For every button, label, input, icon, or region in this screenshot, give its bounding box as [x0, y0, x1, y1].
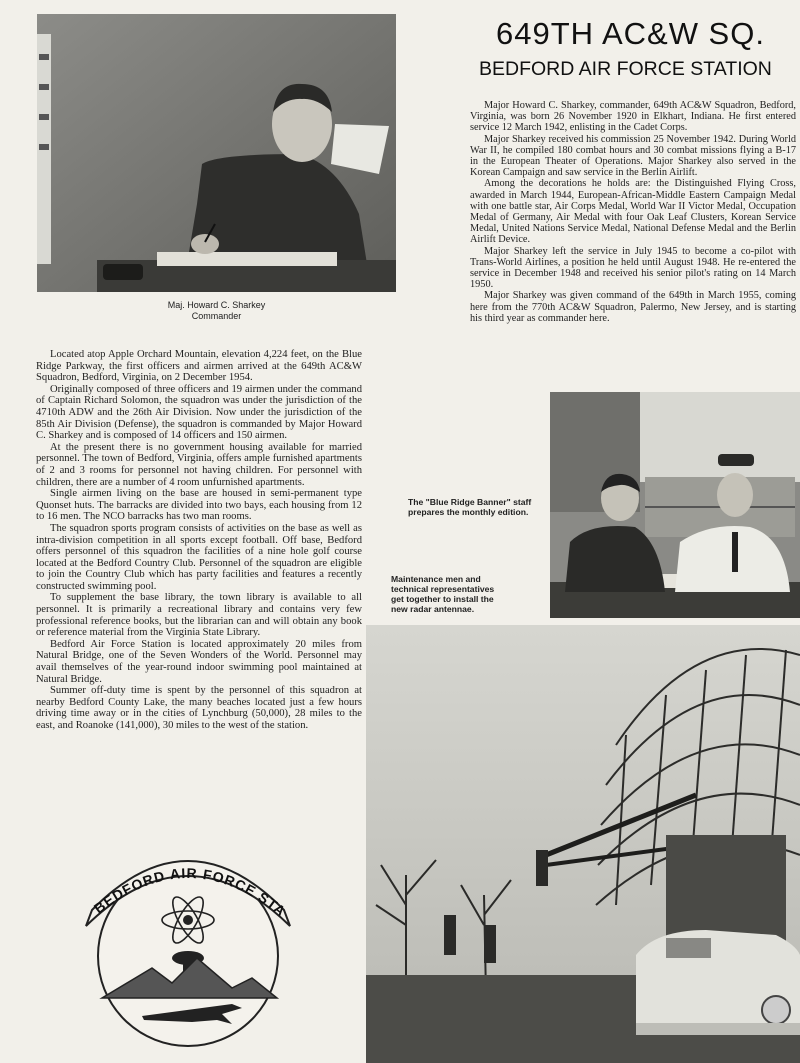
maintenance-caption: Maintenance men and technical representatives get together to install the new radar antennae. [391, 574, 495, 614]
page-title: 649TH AC&W SQ. [496, 16, 765, 51]
article-paragraph: At the present there is no government housing available for married personnel. The town of Bedford, Virginia, offers ample furnished apartments of 2 and 3 rooms for personnel not having children. For personnel with children, there are a number of 4 room unfurnished apartments. [36, 441, 362, 488]
portrait-caption-name: Maj. Howard C. Sharkey [167, 300, 266, 310]
page-subtitle: BEDFORD AIR FORCE STATION [479, 58, 772, 80]
bio-paragraph: Major Sharkey left the service in July 1945 to become a co-pilot with Trans-World Airlines, a position he held until August 1948. He re-entered the service in December 1948 and received his senior pilot's rating on 14 March 1950. [470, 245, 796, 291]
station-emblem [72, 848, 304, 1048]
article-paragraph: Single airmen living on the base are housed in semi-permanent type Quonset huts. The barracks are divided into two bays, each housing from 12 to 16 men. The NCO barracks has two man rooms. [36, 488, 362, 523]
banner-staff-caption: The "Blue Ridge Banner" staff prepares the monthly edition. [408, 497, 532, 517]
bio-paragraph: Major Howard C. Sharkey, commander, 649th AC&W Squadron, Bedford, Virginia, was born 26 November 1920 in Elkhart, Indiana. He first entered service 12 March 1942, enlisting in the Cadet Corps. [470, 100, 796, 134]
article-paragraph: Originally composed of three officers and 19 airmen under the command of Captain Richard Solomon, the squadron was under the jurisdiction of the 4710th ADW and the 26th Air Division. Now under the jurisdiction of the 85th Air Division (Defense), the squadron is commanded by Major Howard C. Sharkey and is composed of 14 officers and 150 airmen. [36, 383, 362, 442]
bio-paragraph: Major Sharkey received his commission 25 November 1942. During World War II, he compiled 180 combat hours and 30 combat missions flying a B-17 in the European Theater of Operations. Major Sharkey also served in the Korean Campaign and saw service in the Berlin Airlift. [470, 133, 796, 179]
station-article [36, 349, 362, 732]
emblem-text: BEDFORD AIR FORCE STA [90, 864, 289, 919]
commander-portrait-photo [37, 14, 396, 292]
bio-paragraph: Among the decorations he holds are: the Distinguished Flying Cross, awarded in March 1944, European-African-Middle Eastern Campaign Medal with one battle star, Air Corps Medal, World War II Victor Medal, Occupation Medal of Germany, Air Medal with four Oak Leaf Clusters, Korean Service Medal, United Nations Service Medal, National Defense Medal and the Berlin Airlift Device. [470, 178, 796, 246]
article-paragraph: Bedford Air Force Station is located approximately 20 miles from Natural Bridge, one of the Seven Wonders of the World. Personnel may avail themselves of the year-round indoor swimming pool maintained at Natural Bridge. [36, 638, 362, 685]
commander-biography [470, 100, 796, 324]
radar-antenna-photo [366, 625, 800, 1063]
article-paragraph: Summer off-duty time is spent by the personnel of this squadron at nearby Bedford County Lake, the many beaches located just a few hours driving time away or in the cities of Lynchburg (50,000), 28 miles to the east, and Roanoke (141,000), 30 miles to the west of the station. [36, 685, 362, 731]
article-paragraph: Located atop Apple Orchard Mountain, elevation 4,224 feet, on the Blue Ridge Parkway, the first officers and airmen arrived at the 649th AC&W Squadron, Bedford, Virginia, on 2 December 1954. [36, 349, 362, 384]
article-paragraph: To supplement the base library, the town library is available to all personnel. It is primarily a recreational library and contains very few professional reference books, but the librarian can and will obtain any book or reference material from the Virginia State Library. [36, 592, 362, 639]
article-paragraph: The squadron sports program consists of activities on the base as well as intra-division competition in all sports except football. Off base, Bedford offers personnel of this squadron the facilities of a nine hole golf course located at the Bedford Country Club. Personnel of the squadron are eligible to join the Country Club which has party facilities and features a recently constructed swimming pool. [36, 522, 362, 592]
bio-paragraph: Major Sharkey was given command of the 649th in March 1955, coming here from the 770th AC&W Squadron, Palermo, New Jersey, and is starting his third year as commander here. [470, 290, 796, 324]
newspaper-staff-photo [550, 392, 800, 618]
portrait-caption-role: Commander [191, 311, 242, 321]
